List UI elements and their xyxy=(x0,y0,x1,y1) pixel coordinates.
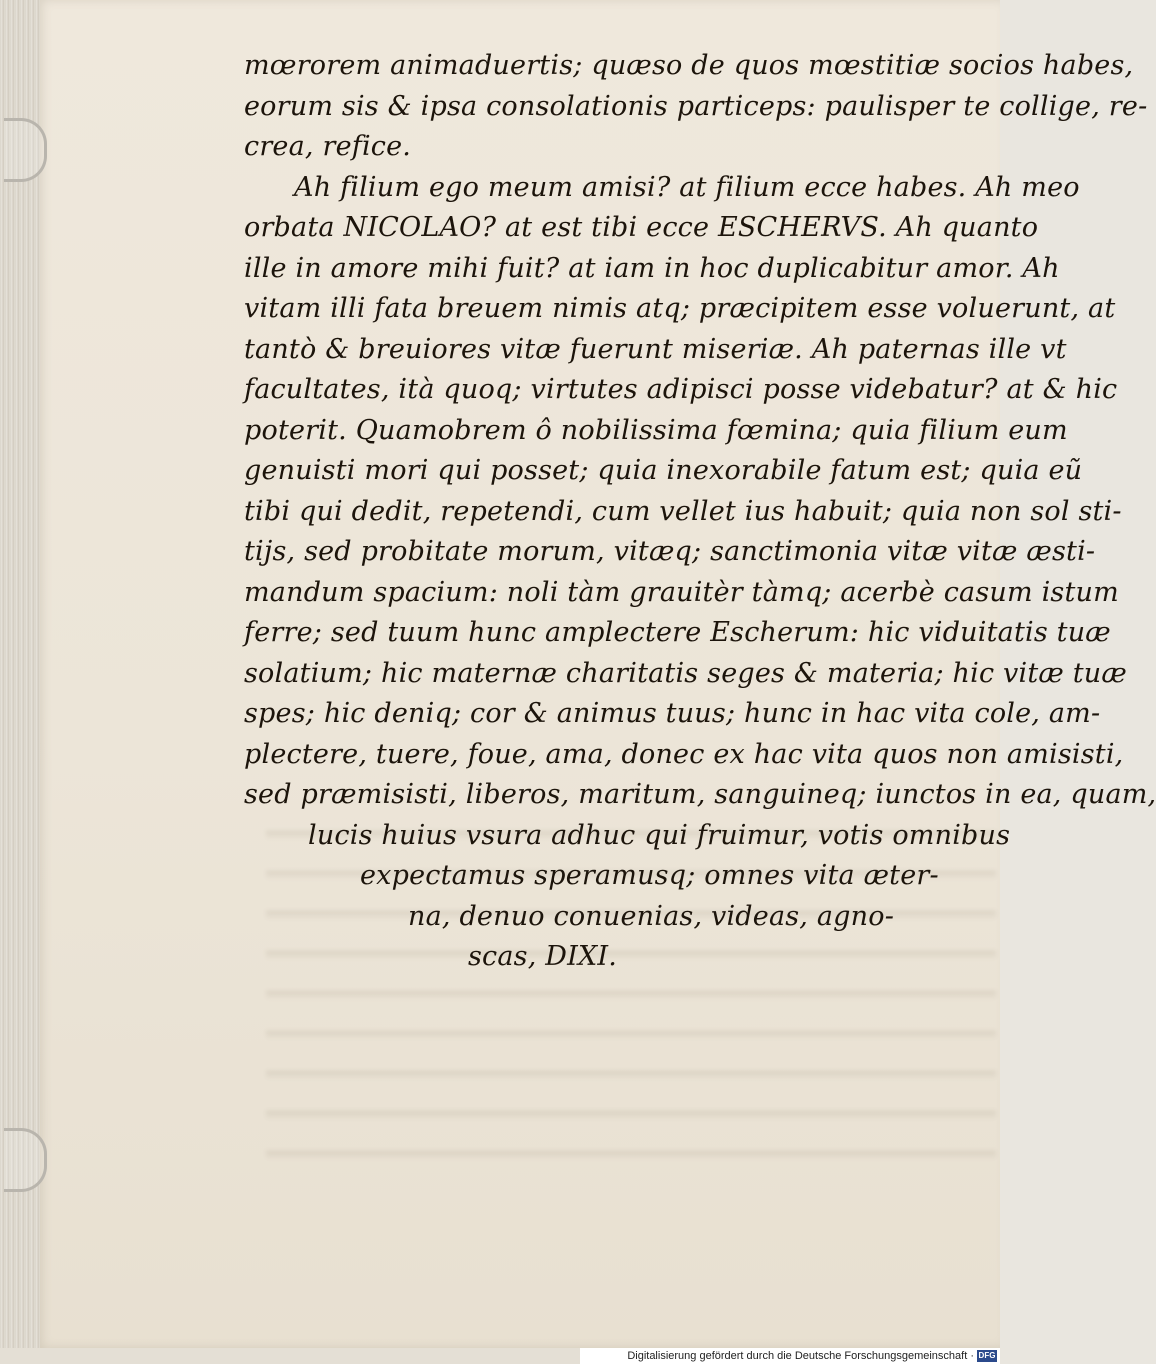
text-line-6: ille in amore mihi fuit? at iam in hoc duplicabitur amor. Ah xyxy=(244,252,1060,284)
text-line-13: tijs, sed probitate morum, vitæq; sanctimonia vitæ vitæ æsti- xyxy=(244,536,1096,567)
text-line-9: facultates, ità quoq; virtutes adipisci posse videbatur? at & hic xyxy=(244,374,1118,405)
text-line-10: poterit. Quamobrem ô nobilissima fœmina; quia filium eum xyxy=(244,414,1068,446)
text-line-4: Ah filium ego meum amisi? at filium ecce habes. Ah meo xyxy=(294,171,1080,203)
text-line-2: eorum sis & ipsa consolationis particeps: paulisper te collige, re- xyxy=(244,90,1148,122)
text-line-19: sed præmisisti, liberos, maritum, sanguineq; iunctos in ea, quam, xyxy=(244,779,1156,810)
text-line-7: vitam illi fata breuem nimis atq; præcipitem esse voluerunt, at xyxy=(244,293,1116,324)
text-line-21: expectamus speramusq; omnes vita æter- xyxy=(360,860,939,891)
page-clip-top xyxy=(4,118,47,182)
digitization-credit: Digitalisierung gefördert durch die Deutsche Forschungsgemeinschaft · xyxy=(580,1348,1000,1364)
text-line-5: orbata NICOLAO? at est tibi ecce ESCHERVS. Ah quanto xyxy=(244,212,1039,243)
text-line-20: lucis huius vsura adhuc qui fruimur, votis omnibus xyxy=(308,819,1011,851)
text-line-15: ferre; sed tuum hunc amplectere Escherum: hic viduitatis tuæ xyxy=(244,617,1111,648)
page-text xyxy=(244,46,1156,978)
text-line-11: genuisti mori qui posset; quia inexorabile fatum est; quia eũ xyxy=(244,455,1083,486)
text-line-14: mandum spacium: noli tàm grauitèr tàmq; acerbè casum istum xyxy=(244,576,1119,608)
book-page xyxy=(36,0,1156,1348)
dfg-logo: DFG xyxy=(978,1351,996,1360)
text-line-17: spes; hic deniq; cor & animus tuus; hunc in hac vita cole, am- xyxy=(244,698,1101,729)
text-line-16: solatium; hic maternæ charitatis seges & materia; hic vitæ tuæ xyxy=(244,657,1127,689)
text-line-18: plectere, tuere, foue, ama, donec ex hac vita quos non amisisti, xyxy=(244,738,1124,770)
page-clip-bottom xyxy=(4,1128,47,1192)
text-line-8: tantò & breuiores vitæ fuerunt miseriæ. Ah paternas ille vt xyxy=(244,333,1067,365)
text-line-1: mœrorem animaduertis; quæso de quos mœstitiæ socios habes, xyxy=(244,50,1134,81)
text-line-3: crea, refice. xyxy=(244,131,412,162)
text-line-22: na, denuo conuenias, videas, agno- xyxy=(408,900,895,932)
text-line-23: scas, DIXI. xyxy=(468,941,618,972)
text-line-12: tibi qui dedit, repetendi, cum vellet ius habuit; quia non sol sti- xyxy=(244,495,1122,527)
